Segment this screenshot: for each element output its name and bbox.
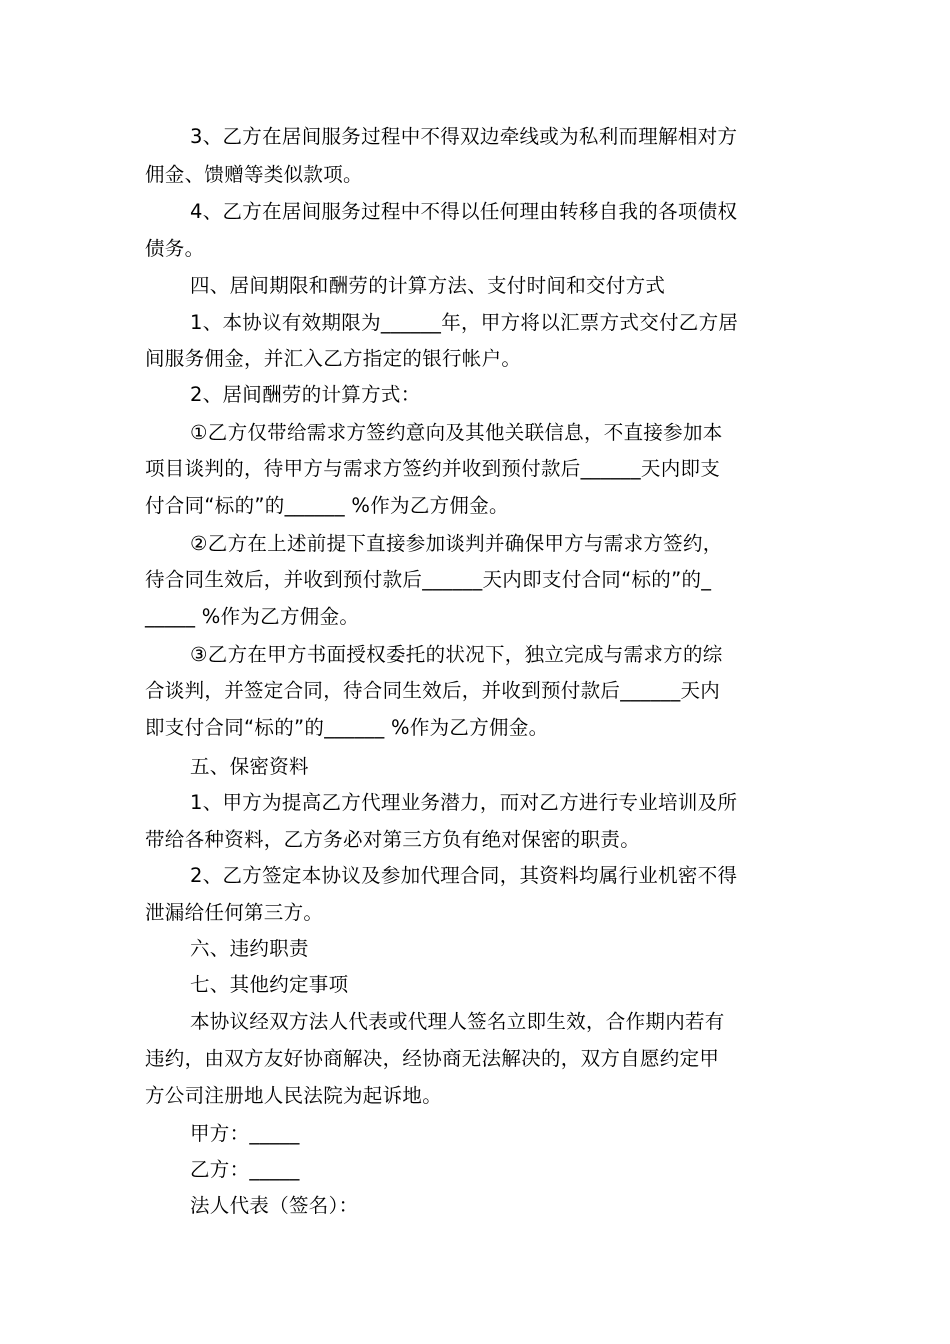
paragraph-line: 项目谈判的，待甲方与需求方签约并收到预付款后______天内即支 <box>145 457 721 480</box>
paragraph-line: 付合同“标的”的______ %作为乙方佣金。 <box>145 494 509 517</box>
paragraph-line: 1、本协议有效期限为______年，甲方将以汇票方式交付乙方居 <box>190 311 739 334</box>
paragraph-line: 违约，由双方友好协商解决，经协商无法解决的，双方自愿约定甲 <box>145 1047 720 1070</box>
paragraph-line: 带给各种资料，乙方务必对第三方负有绝对保密的职责。 <box>145 828 641 851</box>
paragraph-line: 方公司注册地人民法院为起诉地。 <box>145 1084 443 1107</box>
paragraph-line: 本协议经双方法人代表或代理人签名立即生效，合作期内若有 <box>190 1010 725 1033</box>
paragraph-line: 债务。 <box>145 237 205 260</box>
section-heading: 五、保密资料 <box>190 755 309 778</box>
paragraph-line: _____ %作为乙方佣金。 <box>145 605 360 628</box>
paragraph-line: 佣金、馈赠等类似款项。 <box>145 163 363 186</box>
paragraph-line: 4、乙方在居间服务过程中不得以任何理由转移自我的各项债权 <box>190 200 738 223</box>
paragraph-line: 3、乙方在居间服务过程中不得双边牵线或为私利而理解相对方 <box>190 125 738 148</box>
paragraph-line: 1、甲方为提高乙方代理业务潜力，而对乙方进行专业培训及所 <box>190 791 738 814</box>
signature-party-a: 甲方：_____ <box>190 1122 300 1145</box>
paragraph-line: 2、居间酬劳的计算方式： <box>190 383 421 406</box>
section-heading: 六、违约职责 <box>190 937 309 960</box>
paragraph-line: ①乙方仅带给需求方签约意向及其他关联信息，不直接参加本 <box>190 421 723 444</box>
paragraph-line: 2、乙方签定本协议及参加代理合同，其资料均属行业机密不得 <box>190 864 738 887</box>
paragraph-line: 泄漏给任何第三方。 <box>145 901 324 924</box>
paragraph-line: 待合同生效后，并收到预付款后______天内即支付合同“标的”的_ <box>145 568 712 591</box>
signature-party-b: 乙方：_____ <box>190 1158 300 1181</box>
paragraph-line: 合谈判，并签定合同，待合同生效后，并收到预付款后______天内 <box>145 679 721 702</box>
signature-legal-rep: 法人代表（签名）： <box>190 1194 359 1217</box>
paragraph-line: 即支付合同“标的”的______ %作为乙方佣金。 <box>145 716 549 739</box>
section-heading: 四、居间期限和酬劳的计算方法、支付时间和交付方式 <box>190 274 666 297</box>
paragraph-line: ③乙方在甲方书面授权委托的状况下，独立完成与需求方的综 <box>190 643 723 666</box>
paragraph-line: 间服务佣金，并汇入乙方指定的银行帐户。 <box>145 347 522 370</box>
paragraph-line: ②乙方在上述前提下直接参加谈判并确保甲方与需求方签约， <box>190 532 723 555</box>
section-heading: 七、其他约定事项 <box>190 973 349 996</box>
